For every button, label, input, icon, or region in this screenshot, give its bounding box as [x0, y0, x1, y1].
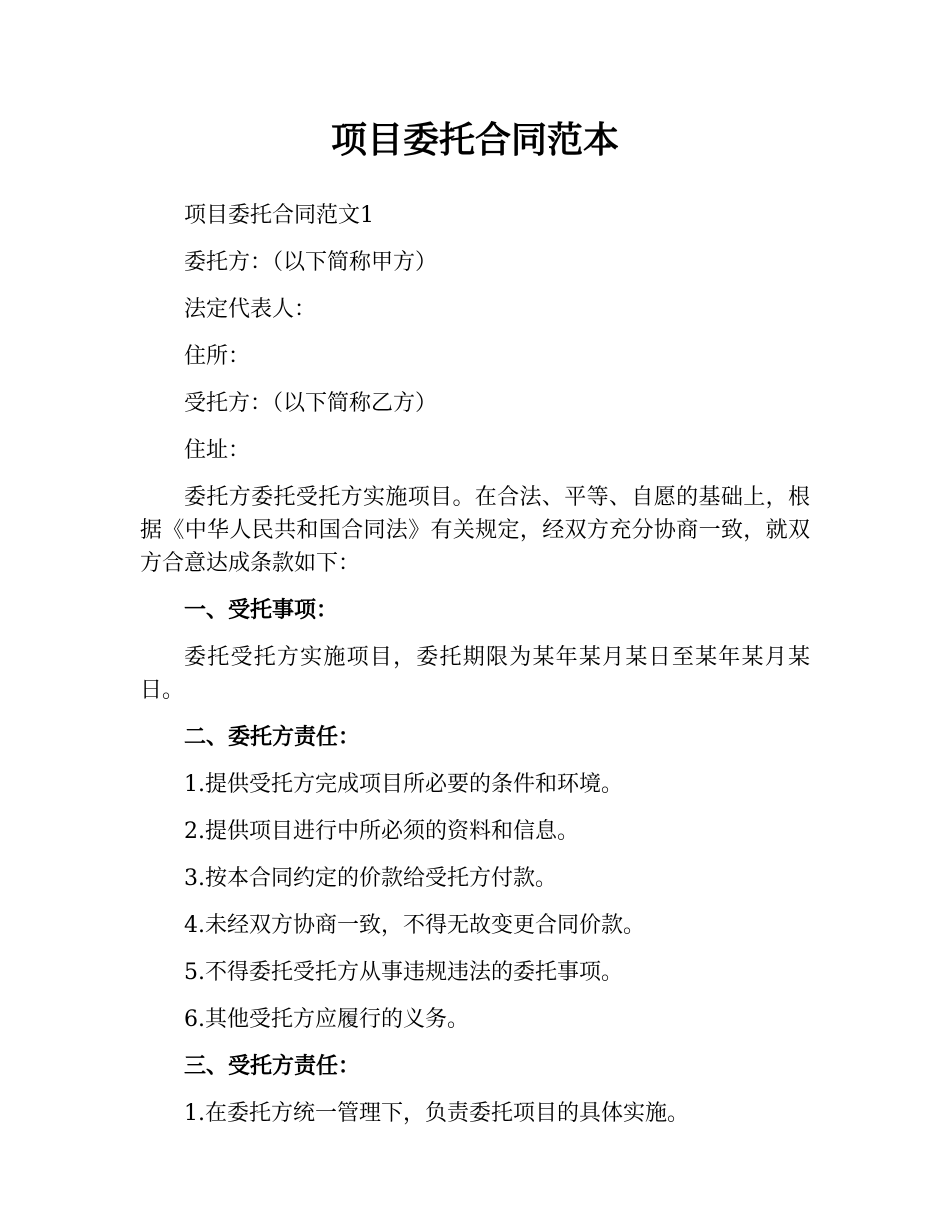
list-item-principal-duty-1: 1.提供受托方完成项目所必要的条件和环境。 — [184, 772, 623, 797]
list-item-principal-duty-6: 6.其他受托方应履行的义务。 — [184, 1007, 469, 1032]
section-heading-agent-duties: 三、受托方责任： — [184, 1054, 361, 1079]
paragraph-principal: 委托方：（以下简称甲方） — [184, 250, 438, 275]
paragraph-contract-name: 项目委托合同范文1 — [184, 203, 374, 228]
list-item-principal-duty-5: 5.不得委托受托方从事违规违法的委托事项。 — [184, 960, 623, 985]
section-heading-entrusted-matters: 一、受托事项： — [184, 598, 339, 623]
list-item-principal-duty-3: 3.按本合同约定的价款给受托方付款。 — [184, 866, 557, 891]
paragraph-entrusted-matters: 委托受托方实施项目，委托期限为某年某月某日至某年某月某日。 — [140, 645, 810, 703]
paragraph-preamble: 委托方委托受托方实施项目。在合法、平等、自愿的基础上，根据《中华人民共和国合同法》有关规定，经双方充分协商一致，就双方合意达成条款如下： — [140, 485, 810, 576]
paragraph-address: 住址： — [184, 438, 251, 463]
list-item-principal-duty-4: 4.未经双方协商一致，不得无故变更合同价款。 — [184, 913, 645, 938]
paragraph-legal-representative: 法定代表人： — [184, 297, 317, 322]
document-body — [140, 199, 810, 1144]
list-item-principal-duty-2: 2.提供项目进行中所必须的资料和信息。 — [184, 819, 579, 844]
document-title: 项目委托合同范本 — [330, 120, 619, 161]
list-item-agent-duty-1: 1.在委托方统一管理下，负责委托项目的具体实施。 — [184, 1101, 689, 1126]
section-heading-principal-duties: 二、委托方责任： — [184, 725, 361, 750]
paragraph-domicile: 住所： — [184, 344, 251, 369]
paragraph-agent: 受托方：（以下简称乙方） — [184, 391, 438, 416]
